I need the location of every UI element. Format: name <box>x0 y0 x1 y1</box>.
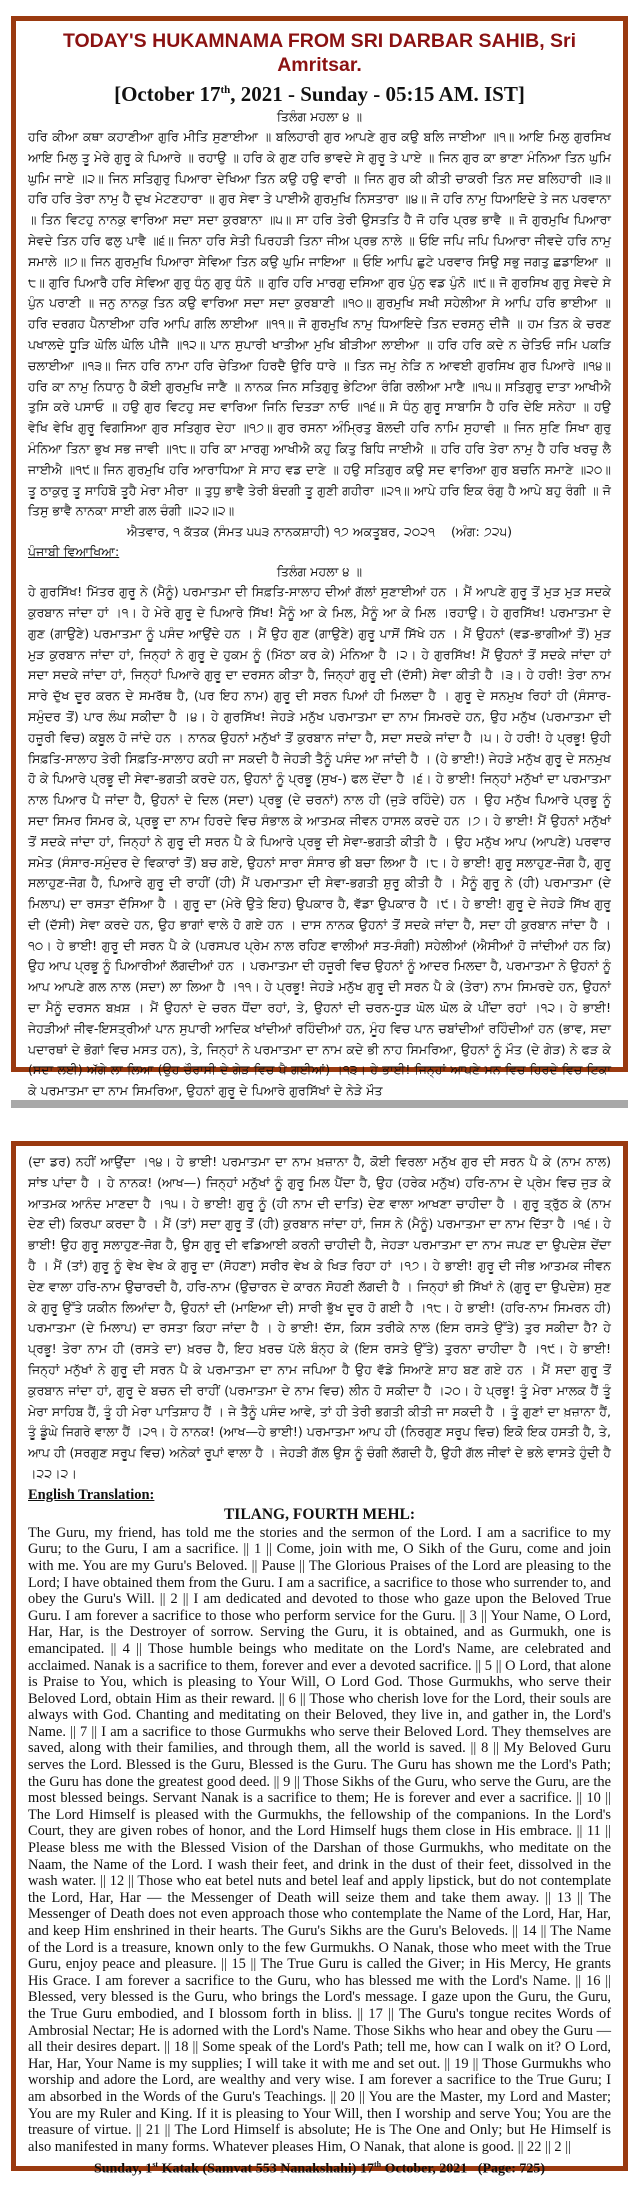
gurbani-text: ਹਰਿ ਕੀਆ ਕਥਾ ਕਹਾਣੀਆ ਗੁਰਿ ਮੀਤਿ ਸੁਣਾਈਆ ॥ ਬਲਿਹਾਰੀ ਗੁਰ ਆਪਣੇ ਗੁਰ ਕਉ ਬਲਿ ਜਾਈਆ ॥੧॥ ਆਇ ਮਿਲੁ ਗੁਰਸਿਖ ਆਇ ਮਿਲੁ ਤੂ ਮੇਰੇ ਗੁਰੂ ਕੇ ਪਿਆਰੇ ॥ ਰਹਾਉ ॥ ਹਰਿ ਕੇ ਗੁਣ ਹਰਿ ਭਾਵਦੇ ਸੇ ਗੁਰੂ ਤੇ ਪਾਏ ॥ ਜਿਨ ਗੁਰ ਕਾ ਭਾਣਾ ਮੰਨਿਆ ਤਿਨ ਘੁਮਿ ਘੁਮਿ ਜਾਏ ॥੨॥ ਜਿਨ ਸਤਿਗੁਰੁ ਪਿਆਰਾ ਦੇਖਿਆ ਤਿਨ ਕਉ ਹਉ ਵਾਰੀ ॥ ਜਿਨ ਗੁਰ ਕੀ ਕੀਤੀ ਚਾਕਰੀ ਤਿਨ ਸਦ ਬਲਿਹਾਰੀ ॥੩॥ ਹਰਿ ਹਰਿ ਤੇਰਾ ਨਾਮੁ ਹੈ ਦੁਖ ਮੇਟਣਹਾਰਾ ॥ ਗੁਰ ਸੇਵਾ ਤੇ ਪਾਈਐ ਗੁਰਮੁਖਿ ਨਿਸਤਾਰਾ ॥੪॥ ਜੋ ਹਰਿ ਨਾਮੁ ਧਿਆਇਦੇ ਤੇ ਜਨ ਪਰਵਾਨਾ ॥ ਤਿਨ ਵਿਟਹੁ ਨਾਨਕੁ ਵਾਰਿਆ ਸਦਾ ਸਦਾ ਕੁਰਬਾਨਾ ॥੫॥ ਸਾ ਹਰਿ ਤੇਰੀ ਉਸਤਤਿ ਹੈ ਜੋ ਹਰਿ ਪ੍ਰਭ ਭਾਵੈ ॥ ਜੋ ਗੁਰਮੁਖਿ ਪਿਆਰਾ ਸੇਵਦੇ ਤਿਨ ਹਰਿ ਫਲੁ ਪਾਵੈ ॥੬॥ ਜਿਨਾ ਹਰਿ ਸੇਤੀ ਪਿਰਹੜੀ ਤਿਨਾ ਜੀਅ ਪ੍ਰਭ ਨਾਲੇ ॥ ਓਇ ਜਪਿ ਜਪਿ ਪਿਆਰਾ ਜੀਵਦੇ ਹਰਿ ਨਾਮੁ ਸਮਾਲੇ ॥੭॥ ਜਿਨ ਗੁਰਮੁਖਿ ਪਿਆਰਾ ਸੇਵਿਆ ਤਿਨ ਕਉ ਘੁਮਿ ਜਾਇਆ ॥ ਓਇ ਆਪਿ ਛੁਟੇ ਪਰਵਾਰ ਸਿਉ ਸਭੁ ਜਗਤੁ ਛਡਾਇਆ ॥੮॥ ਗੁਰਿ ਪਿਆਰੈ ਹਰਿ ਸੇਵਿਆ ਗੁਰੁ ਧੰਨੁ ਗੁਰੁ ਧੰਨੋ ॥ ਗੁਰਿ ਹਰਿ ਮਾਰਗੁ ਦਸਿਆ ਗੁਰ ਪੁੰਨੁ ਵਡ ਪੁੰਨੋ ॥੯॥ ਜੋ ਗੁਰਸਿਖ ਗੁਰੁ ਸੇਵਦੇ ਸੇ ਪੁੰਨ ਪਰਾਣੀ ॥ ਜਨੁ ਨਾਨਕੁ ਤਿਨ ਕਉ ਵਾਰਿਆ ਸਦਾ ਸਦਾ ਕੁਰਬਾਣੀ ॥੧੦॥ ਗੁਰਮੁਖਿ ਸਖੀ ਸਹੇਲੀਆ ਸੇ ਆਪਿ ਹਰਿ ਭਾਈਆ ॥ ਹਰਿ ਦਰਗਹ ਪੈਨਾਈਆ ਹਰਿ ਆਪਿ ਗਲਿ ਲਾਈਆ ॥੧੧॥ ਜੋ ਗੁਰਮੁਖਿ ਨਾਮੁ ਧਿਆਇਦੇ ਤਿਨ ਦਰਸਨੁ ਦੀਜੈ ॥ ਹਮ ਤਿਨ ਕੇ ਚਰਣ ਪਖਾਲਦੇ ਧੂੜਿ ਘੋਲਿ ਘੋਲਿ ਪੀਜੈ ॥੧੨॥ ਪਾਨ ਸੁਪਾਰੀ ਖਾਤੀਆ ਮੁਖਿ ਬੀੜੀਆ ਲਾਈਆ ॥ ਹਰਿ ਹਰਿ ਕਦੇ ਨ ਚੇਤਿਓ ਜਮਿ ਪਕੜਿ ਚਲਾਈਆ ॥੧੩॥ ਜਿਨ ਹਰਿ ਨਾਮਾ ਹਰਿ ਚੇਤਿਆ ਹਿਰਦੈ ਉਰਿ ਧਾਰੇ ॥ ਤਿਨ ਜਮੁ ਨੇੜਿ ਨ ਆਵਈ ਗੁਰਸਿਖ ਗੁਰ ਪਿਆਰੇ ॥੧੪॥ ਹਰਿ ਕਾ ਨਾਮੁ ਨਿਧਾਨੁ ਹੈ ਕੋਈ ਗੁਰਮੁਖਿ ਜਾਣੈ ॥ ਨਾਨਕ ਜਿਨ ਸਤਿਗੁਰੁ ਭੇਟਿਆ ਰੰਗਿ ਰਲੀਆ ਮਾਣੈ ॥੧੫॥ ਸਤਿਗੁਰੁ ਦਾਤਾ ਆਖੀਐ ਤੁਸਿ ਕਰੇ ਪਸਾਓ ॥ ਹਉ ਗੁਰ ਵਿਟਹੁ ਸਦ ਵਾਰਿਆ ਜਿਨਿ ਦਿਤੜਾ ਨਾਓ ॥੧੬॥ ਸੋ ਧੰਨੁ ਗੁਰੂ ਸਾਬਾਸਿ ਹੈ ਹਰਿ ਦੇਇ ਸਨੇਹਾ ॥ ਹਉ ਵੇਖਿ ਵੇਖਿ ਗੁਰੂ ਵਿਗਸਿਆ ਗੁਰ ਸਤਿਗੁਰ ਦੇਹਾ ॥੧੭॥ ਗੁਰ ਰਸਨਾ ਅੰਮ੍ਰਿਤੁ ਬੋਲਦੀ ਹਰਿ ਨਾਮਿ ਸੁਹਾਵੀ ॥ ਜਿਨ ਸੁਣਿ ਸਿਖਾ ਗੁਰੁ ਮੰਨਿਆ ਤਿਨਾ ਭੁਖ ਸਭ ਜਾਵੀ ॥੧੮॥ ਹਰਿ ਕਾ ਮਾਰਗੁ ਆਖੀਐ ਕਹੁ ਕਿਤੁ ਬਿਧਿ ਜਾਈਐ ॥ ਹਰਿ ਹਰਿ ਤੇਰਾ ਨਾਮੁ ਹੈ ਹਰਿ ਖਰਚੁ ਲੈ ਜਾਈਐ ॥੧੯॥ ਜਿਨ ਗੁਰਮੁਖਿ ਹਰਿ ਆਰਾਧਿਆ ਸੇ ਸਾਹ ਵਡ ਦਾਣੇ ॥ ਹਉ ਸਤਿਗੁਰ ਕਉ ਸਦ ਵਾਰਿਆ ਗੁਰ ਬਚਨਿ ਸਮਾਣੇ ॥੨੦॥ ਤੂ ਠਾਕੁਰੁ ਤੂ ਸਾਹਿਬੋ ਤੂਹੈ ਮੇਰਾ ਮੀਰਾ ॥ ਤੁਧੁ ਭਾਵੈ ਤੇਰੀ ਬੰਦਗੀ ਤੂ ਗੁਣੀ ਗਹੀਰਾ ॥੨੧॥ ਆਪੇ ਹਰਿ ਇਕ ਰੰਗੁ ਹੈ ਆਪੇ ਬਹੁ ਰੰਗੀ ॥ ਜੋ ਤਿਸੁ ਭਾਵੈ ਨਾਨਕਾ ਸਾਈ ਗਲ ਚੰਗੀ ॥੨੨॥੨॥ <box>28 129 611 519</box>
footer-samvat: Katak (Samvat 553 Nanakshahi) 17 <box>158 2161 374 2177</box>
footer-sup-2: th <box>373 2160 382 2170</box>
english-heading: TILANG, FOURTH MEHL: <box>223 1505 416 1523</box>
footer-sup-1: st <box>152 2160 159 2170</box>
date-header <box>28 77 611 107</box>
footer-page: October, 2021 (Page: 725) <box>381 2161 546 2177</box>
english-date-footer <box>28 2155 611 2180</box>
footer-day: Sunday, 1 <box>93 2161 153 2177</box>
english-translation-text: The Guru, my friend, has told me the stories and the sermon of the Lord. I am a sacrifice to my Guru; to the Guru, I am a sacrifice. || 1 || Come, join with me, O Sikh of the Guru, come and join with me. You are my Guru's Beloved. || Pause || The Glorious Praises of the Lord are pleasing to the Lord; I have obtained them from the Guru. I am a sacrifice, a sacrifice to those who surrender to, and obey the Guru's Will. || 2 || I am dedicated and devoted to those who gaze upon the Beloved True Guru. I am forever a sacrifice to those who perform service for the Guru. || 3 || Your Name, O Lord, Har, Har, is the Destroyer of sorrow. Serving the Guru, it is obtained, and as Gurmukh, one is emancipated. || 4 || Those humble beings who meditate on the Lord's Name, are celebrated and acclaimed. Nanak is a sacrifice to them, forever and ever a devoted sacrifice. || 5 || O Lord, that alone is Praise to You, which is pleasing to Your Will, O Lord God. Those Gurmukhs, who serve their Beloved Lord, obtain Him as their reward. || 6 || Those who cherish love for the Lord, their souls are always with God. Chanting and meditating on their Beloved, they live in, and gather in, the Lord's Name. || 7 || I am a sacrifice to those Gurmukhs who serve their Beloved Lord. They themselves are saved, along with their families, and through them, all the world is saved. || 8 || My Beloved Guru serves the Lord. Blessed is the Guru, Blessed is the Guru. The Guru has shown me the Lord's Path; the Guru has done the greatest good deed. || 9 || Those Sikhs of the Guru, who serve the Guru, are the most blessed beings. Servant Nanak is a sacrifice to them; He is forever and ever a sacrifice. || 10 || The Lord Himself is pleased with the Gurmukhs, the fellowship of the companions. In the Lord's Court, they are given robes of honor, and the Lord Himself hugs them close in His embrace. || 11 || Please bless me with the Blessed Vision of the Darshan of those Gurmukhs, who meditate on the Naam, the Name of the Lord. I wash their feet, and drink in the dust of their feet, dissolved in the wash water. || 12 || Those who eat betel nuts and betel leaf and apply lipstick, but do not contemplate the Lord, Har, Har — the Messenger of Death will seize them and take them away. || 13 || The Messenger of Death does not even approach those who contemplate the Name of the Lord, Har, Har, and keep Him enshrined in their hearts. The Guru's Sikhs are the Guru's Beloveds. || 14 || The Name of the Lord is a treasure, known only to the few Gurmukhs. O Nanak, those who meet with the True Guru, enjoy peace and pleasure. || 15 || The True Guru is called the Giver; in His Mercy, He grants His Grace. I am forever a sacrifice to the Guru, who has blessed me with the Lord's Name. || 16 || Blessed, very blessed is the Guru, who brings the Lord's message. I gaze upon the Guru, the Guru, the True Guru embodied, and I blossom forth in bliss. || 17 || The Guru's tongue recites Words of Ambrosial Nectar; He is adorned with the Lord's Name. Those Sikhs who hear and obey the Guru — all their desires depart. || 18 || Some speak of the Lord's Path; tell me, how can I walk on it? O Lord, Har, Har, Your Name is my supplies; I will take it with me and set out. || 19 || Those Gurmukhs who worship and adore the Lord, are wealthy and very wise. I am forever a sacrifice to the True Guru; I am absorbed in the Words of the Guru's Teachings. || 20 || You are the Master, my Lord and Master; You are my Ruler and King. If it is pleasing to Your Will, then I worship and serve You; You are the treasure of virtue. || 21 || The Lord Himself is absolute; He is The One and Only; but He Himself is also manifested in many forms. Whatever pleases Him, O Nanak, that alone is good. || 22 || 2 || <box>28 1524 611 2155</box>
hukamnama-page-2 <box>11 1141 628 2177</box>
date-suffix: , 2021 - Sunday - 05:15 AM. IST] <box>230 82 525 106</box>
page-title: TODAY'S HUKAMNAMA FROM SRI DARBAR SAHIB, Sri Amritsar. <box>62 30 577 76</box>
gurbani-heading: ਤਿਲੰਗ ਮਹਲਾ ੪ ॥ <box>276 109 363 124</box>
date-line-punjabi: ਐਤਵਾਰ, ੧ ਕੱਤਕ (ਸੰਮਤ ੫੫੩ ਨਾਨਕਸ਼ਾਹੀ) ੧੭ ਅਕਤੂਬਰ, ੨੦੨੧ <box>126 524 435 540</box>
date-sup: th <box>220 84 231 96</box>
ang-number: (ਅੰਗ: ੭੨੫) <box>450 524 513 540</box>
date-prefix: [October 17 <box>114 82 221 106</box>
punjabi-vyakhya-part2: (ਦਾ ਡਰ) ਨਹੀਂ ਆਉਂਦਾ ।੧੪। ਹੇ ਭਾਈ! ਪਰਮਾਤਮਾ ਦਾ ਨਾਮ ਖ਼ਜ਼ਾਨਾ ਹੈ, ਕੋਈ ਵਿਰਲਾ ਮਨੁੱਖ ਗੁਰ ਦੀ ਸਰਨ ਪੈ ਕੇ (ਨਾਮ ਨਾਲ) ਸਾਂਝ ਪਾਂਦਾ ਹੈ । ਹੇ ਨਾਨਕ! (ਆਖ—) ਜਿਨ੍ਹਾਂ ਮਨੁੱਖਾਂ ਨੂੰ ਗੁਰੂ ਮਿਲ ਪੈਂਦਾ ਹੈ, ਉਹ (ਹਰੇਕ ਮਨੁੱਖ) ਹਰਿ-ਨਾਮ ਦੇ ਪ੍ਰੇਮ ਵਿਚ ਜੁੜ ਕੇ ਆਤਮਕ ਆਨੰਦ ਮਾਣਦਾ ਹੈ ।੧੫। ਹੇ ਭਾਈ! ਗੁਰੂ ਨੂੰ (ਹੀ ਨਾਮ ਦੀ ਦਾਤਿ) ਦੇਣ ਵਾਲਾ ਆਖਣਾ ਚਾਹੀਦਾ ਹੈ । ਗੁਰੂ ਤ੍ਰੁੱਠ ਕੇ (ਨਾਮ ਦੇਣ ਦੀ) ਕਿਰਪਾ ਕਰਦਾ ਹੈ । ਮੈਂ (ਤਾਂ) ਸਦਾ ਗੁਰੂ ਤੋਂ (ਹੀ) ਕੁਰਬਾਨ ਜਾਂਦਾ ਹਾਂ, ਜਿਸ ਨੇ (ਮੈਨੂੰ) ਪਰਮਾਤਮਾ ਦਾ ਨਾਮ ਦਿੱਤਾ ਹੈ ।੧੬। ਹੇ ਭਾਈ! ਉਹ ਗੁਰੂ ਸਲਾਹੁਣ-ਜੋਗ ਹੈ, ਉਸ ਗੁਰੂ ਦੀ ਵਡਿਆਈ ਕਰਨੀ ਚਾਹੀਦੀ ਹੈ, ਜੇਹੜਾ ਪਰਮਾਤਮਾ ਦਾ ਨਾਮ ਜਪਣ ਦਾ ਉਪਦੇਸ਼ ਦੇਂਦਾ ਹੈ । ਮੈਂ (ਤਾਂ) ਗੁਰੂ ਨੂੰ ਵੇਖ ਵੇਖ ਕੇ ਗੁਰੂ ਦਾ (ਸੋਹਣਾ) ਸਰੀਰ ਵੇਖ ਕੇ ਖਿੜ ਰਿਹਾ ਹਾਂ ।੧੭। ਹੇ ਭਾਈ! ਗੁਰੂ ਦੀ ਜੀਭ ਆਤਮਕ ਜੀਵਨ ਦੇਣ ਵਾਲਾ ਹਰਿ-ਨਾਮ ਉਚਾਰਦੀ ਹੈ, ਹਰਿ-ਨਾਮ (ਉਚਾਰਨ ਦੇ ਕਾਰਨ ਸੋਹਣੀ ਲੱਗਦੀ ਹੈ । ਜਿਨ੍ਹਾਂ ਭੀ ਸਿੱਖਾਂ ਨੇ (ਗੁਰੂ ਦਾ ਉਪਦੇਸ਼) ਸੁਣ ਕੇ ਗੁਰੂ ਉੱਤੇ ਯਕੀਨ ਲਿਆਂਦਾ ਹੈ, ਉਹਨਾਂ ਦੀ (ਮਾਇਆ ਦੀ) ਸਾਰੀ ਭੁੱਖ ਦੂਰ ਹੋ ਗਈ ਹੈ ।੧੮। ਹੇ ਭਾਈ! (ਹਰਿ-ਨਾਮ ਸਿਮਰਨ ਹੀ) ਪਰਮਾਤਮਾ (ਦੇ ਮਿਲਾਪ) ਦਾ ਰਸਤਾ ਕਿਹਾ ਜਾਂਦਾ ਹੈ । ਹੇ ਭਾਈ! ਦੱਸ, ਕਿਸ ਤਰੀਕੇ ਨਾਲ (ਇਸ ਰਸਤੇ ਉੱਤੇ) ਤੁਰ ਸਕੀਦਾ ਹੈ? ਹੇ ਪ੍ਰਭੂ! ਤੇਰਾ ਨਾਮ ਹੀ (ਰਸਤੇ ਦਾ) ਖ਼ਰਚ ਹੈ, ਇਹ ਖ਼ਰਚ ਪੱਲੇ ਬੰਨ੍ਹ ਕੇ (ਇਸ ਰਸਤੇ ਉੱਤੇ) ਤੁਰਨਾ ਚਾਹੀਦਾ ਹੈ ।੧੯। ਹੇ ਭਾਈ! ਜਿਨ੍ਹਾਂ ਮਨੁੱਖਾਂ ਨੇ ਗੁਰੂ ਦੀ ਸਰਨ ਪੈ ਕੇ ਪਰਮਾਤਮਾ ਦਾ ਨਾਮ ਜਪਿਆ ਹੈ ਉਹ ਵੱਡੇ ਸਿਆਣੇ ਸ਼ਾਹ ਬਣ ਗਏ ਹਨ । ਮੈਂ ਸਦਾ ਗੁਰੂ ਤੋਂ ਕੁਰਬਾਨ ਜਾਂਦਾ ਹਾਂ, ਗੁਰੂ ਦੇ ਬਚਨ ਦੀ ਰਾਹੀਂ (ਪਰਮਾਤਮਾ ਦੇ ਨਾਮ ਵਿਚ) ਲੀਨ ਹੋ ਸਕੀਦਾ ਹੈ ।੨੦। ਹੇ ਪ੍ਰਭੂ! ਤੂੰ ਮੇਰਾ ਮਾਲਕ ਹੈਂ ਤੂੰ ਮੇਰਾ ਸਾਹਿਬ ਹੈਂ, ਤੂੰ ਹੀ ਮੇਰਾ ਪਾਤਿਸ਼ਾਹ ਹੈਂ । ਜੇ ਤੈਨੂੰ ਪਸੰਦ ਆਵੇ, ਤਾਂ ਹੀ ਤੇਰੀ ਭਗਤੀ ਕੀਤੀ ਜਾ ਸਕਦੀ ਹੈ । ਤੂੰ ਗੁਣਾਂ ਦਾ ਖ਼ਜ਼ਾਨਾ ਹੈਂ, ਤੂੰ ਡੂੰਘੇ ਜਿਗਰੇ ਵਾਲਾ ਹੈਂ ।੨੧। ਹੇ ਨਾਨਕ! (ਆਖ—ਹੇ ਭਾਈ!) ਪਰਮਾਤਮਾ ਆਪ ਹੀ (ਨਿਰਗੁਣ ਸਰੂਪ ਵਿਚ) ਇਕੋ ਇਕ ਹਸਤੀ ਹੈ, ਤੇ, ਆਪ ਹੀ (ਸਰਗੁਣ ਸਰੂਪ ਵਿਚ) ਅਨੇਕਾਂ ਰੂਪਾਂ ਵਾਲਾ ਹੈ । ਜੇਹੜੀ ਗੱਲ ਉਸ ਨੂੰ ਚੰਗੀ ਲੱਗਦੀ ਹੈ, ਉਹੀ ਗੱਲ ਜੀਵਾਂ ਦੇ ਭਲੇ ਵਾਸਤੇ ਹੁੰਦੀ ਹੈ ।੨੨।੨। <box>28 1154 612 1481</box>
gurbani-date-line <box>28 522 611 542</box>
hukamnama-page-1 <box>11 16 628 1099</box>
page-divider <box>11 1100 628 1108</box>
punjabi-vyakhya-label: ਪੰਜਾਬੀ ਵਿਆਖਿਆ: <box>28 544 120 560</box>
punjabi-vyakhya-part1: ਹੇ ਗੁਰਸਿੱਖ! ਮਿੱਤਰ ਗੁਰੂ ਨੇ (ਮੈਨੂੰ) ਪਰਮਾਤਮਾ ਦੀ ਸਿਫ਼ਤਿ-ਸਾਲਾਹ ਦੀਆਂ ਗੱਲਾਂ ਸੁਣਾਈਆਂ ਹਨ । ਮੈਂ ਆਪਣੇ ਗੁਰੂ ਤੋਂ ਮੁੜ ਮੁੜ ਸਦਕੇ ਕੁਰਬਾਨ ਜਾਂਦਾ ਹਾਂ ।੧। ਹੇ ਮੇਰੇ ਗੁਰੂ ਦੇ ਪਿਆਰੇ ਸਿੱਖ! ਮੈਨੂੰ ਆ ਕੇ ਮਿਲ, ਮੈਨੂੰ ਆ ਕੇ ਮਿਲ ।ਰਹਾਉ। ਹੇ ਗੁਰਸਿੱਖ! ਪਰਮਾਤਮਾ ਦੇ ਗੁਣ (ਗਾਉਣੇ) ਪਰਮਾਤਮਾ ਨੂੰ ਪਸੰਦ ਆਉਂਦੇ ਹਨ । ਮੈਂ ਉਹ ਗੁਣ (ਗਾਉਣੇ) ਗੁਰੂ ਪਾਸੋਂ ਸਿੱਖੇ ਹਨ । ਮੈਂ ਉਹਨਾਂ (ਵਡ-ਭਾਗੀਆਂ ਤੋਂ) ਮੁੜ ਮੁੜ ਕੁਰਬਾਨ ਜਾਂਦਾ ਹਾਂ, ਜਿਨ੍ਹਾਂ ਨੇ ਗੁਰੂ ਦੇ ਹੁਕਮ ਨੂੰ (ਮਿੱਠਾ ਕਰ ਕੇ) ਮੰਨਿਆ ਹੈ ।੨। ਹੇ ਗੁਰਸਿੱਖ! ਮੈਂ ਉਹਨਾਂ ਤੋਂ ਸਦਕੇ ਜਾਂਦਾ ਹਾਂ ਸਦਾ ਸਦਕੇ ਜਾਂਦਾ ਹਾਂ, ਜਿਨ੍ਹਾਂ ਪਿਆਰੇ ਗੁਰੂ ਦਾ ਦਰਸਨ ਕੀਤਾ ਹੈ, ਜਿਨ੍ਹਾਂ ਗੁਰੂ ਦੀ (ਦੱਸੀ) ਸੇਵਾ ਕੀਤੀ ਹੈ ।੩। ਹੇ ਹਰੀ! ਤੇਰਾ ਨਾਮ ਸਾਰੇ ਦੁੱਖ ਦੂਰ ਕਰਨ ਦੇ ਸਮਰੱਥ ਹੈ, (ਪਰ ਇਹ ਨਾਮ) ਗੁਰੂ ਦੀ ਸਰਨ ਪਿਆਂ ਹੀ ਮਿਲਦਾ ਹੈ । ਗੁਰੂ ਦੇ ਸਨਮੁਖ ਰਿਹਾਂ ਹੀ (ਸੰਸਾਰ-ਸਮੁੰਦਰ ਤੋਂ) ਪਾਰ ਲੰਘ ਸਕੀਦਾ ਹੈ ।੪। ਹੇ ਗੁਰਸਿੱਖ! ਜੇਹੜੇ ਮਨੁੱਖ ਪਰਮਾਤਮਾ ਦਾ ਨਾਮ ਸਿਮਰਦੇ ਹਨ, ਉਹ ਮਨੁੱਖ (ਪਰਮਾਤਮਾ ਦੀ ਹਜ਼ੂਰੀ ਵਿਚ) ਕਬੂਲ ਹੋ ਜਾਂਦੇ ਹਨ । ਨਾਨਕ ਉਹਨਾਂ ਮਨੁੱਖਾਂ ਤੋਂ ਕੁਰਬਾਨ ਜਾਂਦਾ ਹੈ, ਸਦਾ ਸਦਕੇ ਜਾਂਦਾ ਹੈ ।੫। ਹੇ ਹਰੀ! ਹੇ ਪ੍ਰਭੂ! ਉਹੀ ਸਿਫ਼ਤਿ-ਸਾਲਾਹ ਤੇਰੀ ਸਿਫ਼ਤਿ-ਸਾਲਾਹ ਕਹੀ ਜਾ ਸਕਦੀ ਹੈ ਜੇਹੜੀ ਤੈਨੂੰ ਪਸੰਦ ਆ ਜਾਂਦੀ ਹੈ । (ਹੇ ਭਾਈ!) ਜੇਹੜੇ ਮਨੁੱਖ ਗੁਰੂ ਦੇ ਸਨਮੁਖ ਹੋ ਕੇ ਪਿਆਰੇ ਪ੍ਰਭੂ ਦੀ ਸੇਵਾ-ਭਗਤੀ ਕਰਦੇ ਹਨ, ਉਹਨਾਂ ਨੂੰ ਪ੍ਰਭੂ (ਸੁਖ-) ਫਲ ਦੇਂਦਾ ਹੈ ।੬। ਹੇ ਭਾਈ! ਜਿਨ੍ਹਾਂ ਮਨੁੱਖਾਂ ਦਾ ਪਰਮਾਤਮਾ ਨਾਲ ਪਿਆਰ ਪੈ ਜਾਂਦਾ ਹੈ, ਉਹਨਾਂ ਦੇ ਦਿਲ (ਸਦਾ) ਪ੍ਰਭੂ (ਦੇ ਚਰਨਾਂ) ਨਾਲ ਹੀ (ਜੁੜੇ ਰਹਿੰਦੇ) ਹਨ । ਉਹ ਮਨੁੱਖ ਪਿਆਰੇ ਪ੍ਰਭੂ ਨੂੰ ਸਦਾ ਸਿਮਰ ਸਿਮਰ ਕੇ, ਪ੍ਰਭੂ ਦਾ ਨਾਮ ਹਿਰਦੇ ਵਿਚ ਸੰਭਾਲ ਕੇ ਆਤਮਕ ਜੀਵਨ ਹਾਸਲ ਕਰਦੇ ਹਨ ।੭। ਹੇ ਭਾਈ! ਮੈਂ ਉਹਨਾਂ ਮਨੁੱਖਾਂ ਤੋਂ ਸਦਕੇ ਜਾਂਦਾ ਹਾਂ, ਜਿਨ੍ਹਾਂ ਨੇ ਗੁਰੂ ਦੀ ਸਰਨ ਪੈ ਕੇ ਪਿਆਰੇ ਪ੍ਰਭੂ ਦੀ ਸੇਵਾ-ਭਗਤੀ ਕੀਤੀ ਹੈ । ਉਹ ਮਨੁੱਖ ਆਪ (ਆਪਣੇ) ਪਰਵਾਰ ਸਮੇਤ (ਸੰਸਾਰ-ਸਮੁੰਦਰ ਦੇ ਵਿਕਾਰਾਂ ਤੋਂ) ਬਚ ਗਏ, ਉਹਨਾਂ ਸਾਰਾ ਸੰਸਾਰ ਭੀ ਬਚਾ ਲਿਆ ਹੈ ।੮। ਹੇ ਭਾਈ! ਗੁਰੂ ਸਲਾਹੁਣ-ਜੋਗ ਹੈ, ਗੁਰੂ ਸਲਾਹੁਣ-ਜੋਗ ਹੈ, ਪਿਆਰੇ ਗੁਰੂ ਦੀ ਰਾਹੀਂ (ਹੀ) ਮੈਂ ਪਰਮਾਤਮਾ ਦੀ ਸੇਵਾ-ਭਗਤੀ ਸ਼ੁਰੂ ਕੀਤੀ ਹੈ । ਮੈਨੂੰ ਗੁਰੂ ਨੇ (ਹੀ) ਪਰਮਾਤਮਾ (ਦੇ ਮਿਲਾਪ) ਦਾ ਰਸਤਾ ਦੱਸਿਆ ਹੈ । ਗੁਰੂ ਦਾ (ਮੇਰੇ ਉਤੇ ਇਹ) ਉਪਕਾਰ ਹੈ, ਵੱਡਾ ਉਪਕਾਰ ਹੈ ।੯। ਹੇ ਭਾਈ! ਗੁਰੂ ਦੇ ਜੇਹੜੇ ਸਿੱਖ ਗੁਰੂ ਦੀ (ਦੱਸੀ) ਸੇਵਾ ਕਰਦੇ ਹਨ, ਉਹ ਭਾਗਾਂ ਵਾਲੇ ਹੋ ਗਏ ਹਨ । ਦਾਸ ਨਾਨਕ ਉਹਨਾਂ ਤੋਂ ਸਦਕੇ ਜਾਂਦਾ ਹੈ, ਸਦਾ ਹੀ ਕੁਰਬਾਨ ਜਾਂਦਾ ਹੈ ।੧੦। ਹੇ ਭਾਈ! ਗੁਰੂ ਦੀ ਸਰਨ ਪੈ ਕੇ (ਪਰਸਪਰ ਪ੍ਰੇਮ ਨਾਲ ਰਹਿਣ ਵਾਲੀਆਂ ਸਤ-ਸੰਗੀ) ਸਹੇਲੀਆਂ (ਐਸੀਆਂ ਹੋ ਜਾਂਦੀਆਂ ਹਨ ਕਿ) ਉਹ ਆਪ ਪ੍ਰਭੂ ਨੂੰ ਪਿਆਰੀਆਂ ਲੱਗਦੀਆਂ ਹਨ । ਪਰਮਾਤਮਾ ਦੀ ਹਜ਼ੂਰੀ ਵਿਚ ਉਹਨਾਂ ਨੂੰ ਆਦਰ ਮਿਲਦਾ ਹੈ, ਪਰਮਾਤਮਾ ਨੇ ਉਹਨਾਂ ਨੂੰ ਆਪ ਆਪਣੇ ਗਲ ਨਾਲ (ਸਦਾ) ਲਾ ਲਿਆ ਹੈ ।੧੧। ਹੇ ਪ੍ਰਭੂ! ਜੇਹੜੇ ਮਨੁੱਖ ਗੁਰੂ ਦੀ ਸਰਨ ਪੈ ਕੇ (ਤੇਰਾ) ਨਾਮ ਸਿਮਰਦੇ ਹਨ, ਉਹਨਾਂ ਦਾ ਮੈਨੂੰ ਦਰਸਨ ਬਖ਼ਸ਼ । ਮੈਂ ਉਹਨਾਂ ਦੇ ਚਰਨ ਧੋਂਦਾ ਰਹਾਂ, ਤੇ, ਉਹਨਾਂ ਦੀ ਚਰਨ-ਧੂੜ ਘੋਲ ਘੋਲ ਕੇ ਪੀਂਦਾ ਰਹਾਂ ।੧੨। ਹੇ ਭਾਈ! ਜੇਹੜੀਆਂ ਜੀਵ-ਇਸਤ੍ਰੀਆਂ ਪਾਨ ਸੁਪਾਰੀ ਆਦਿਕ ਖਾਂਦੀਆਂ ਰਹਿੰਦੀਆਂ ਹਨ, ਮੂੰਹ ਵਿਚ ਪਾਨ ਚਬਾਂਦੀਆਂ ਰਹਿੰਦੀਆਂ ਹਨ (ਭਾਵ, ਸਦਾ ਪਦਾਰਥਾਂ ਦੇ ਭੋਗਾਂ ਵਿਚ ਮਸਤ ਹਨ), ਤੇ, ਜਿਨ੍ਹਾਂ ਨੇ ਪਰਮਾਤਮਾ ਦਾ ਨਾਮ ਕਦੇ ਭੀ ਨਾਹ ਸਿਮਰਿਆ, ਉਹਨਾਂ ਨੂੰ ਮੌਤ (ਦੇ ਗੇੜ) ਨੇ ਫੜ ਕੇ (ਸਦਾ ਲਈ) ਅੱਗੇ ਲਾ ਲਿਆ (ਉਹ ਚੌਰਾਸੀ ਦੇ ਗੇੜ ਵਿਚ ਪੈ ਗਈਆਂ) ।੧੩। ਹੇ ਭਾਈ! ਜਿਨ੍ਹਾਂ ਆਪਣੇ ਮਨ ਵਿਚ ਹਿਰਦੇ ਵਿਚ ਟਿਕਾ ਕੇ ਪਰਮਾਤਮਾ ਦਾ ਨਾਮ ਸਿਮਰਿਆ, ਉਹਨਾਂ ਗੁਰੂ ਦੇ ਪਿਆਰੇ ਗੁਰਸਿੱਖਾਂ ਦੇ ਨੇੜੇ ਮੌਤ <box>28 584 611 1099</box>
punjabi-heading: ਤਿਲੰਗ ਮਹਲਾ ੪ ॥ <box>276 564 363 580</box>
english-translation-label: English Translation: <box>28 1486 155 1503</box>
